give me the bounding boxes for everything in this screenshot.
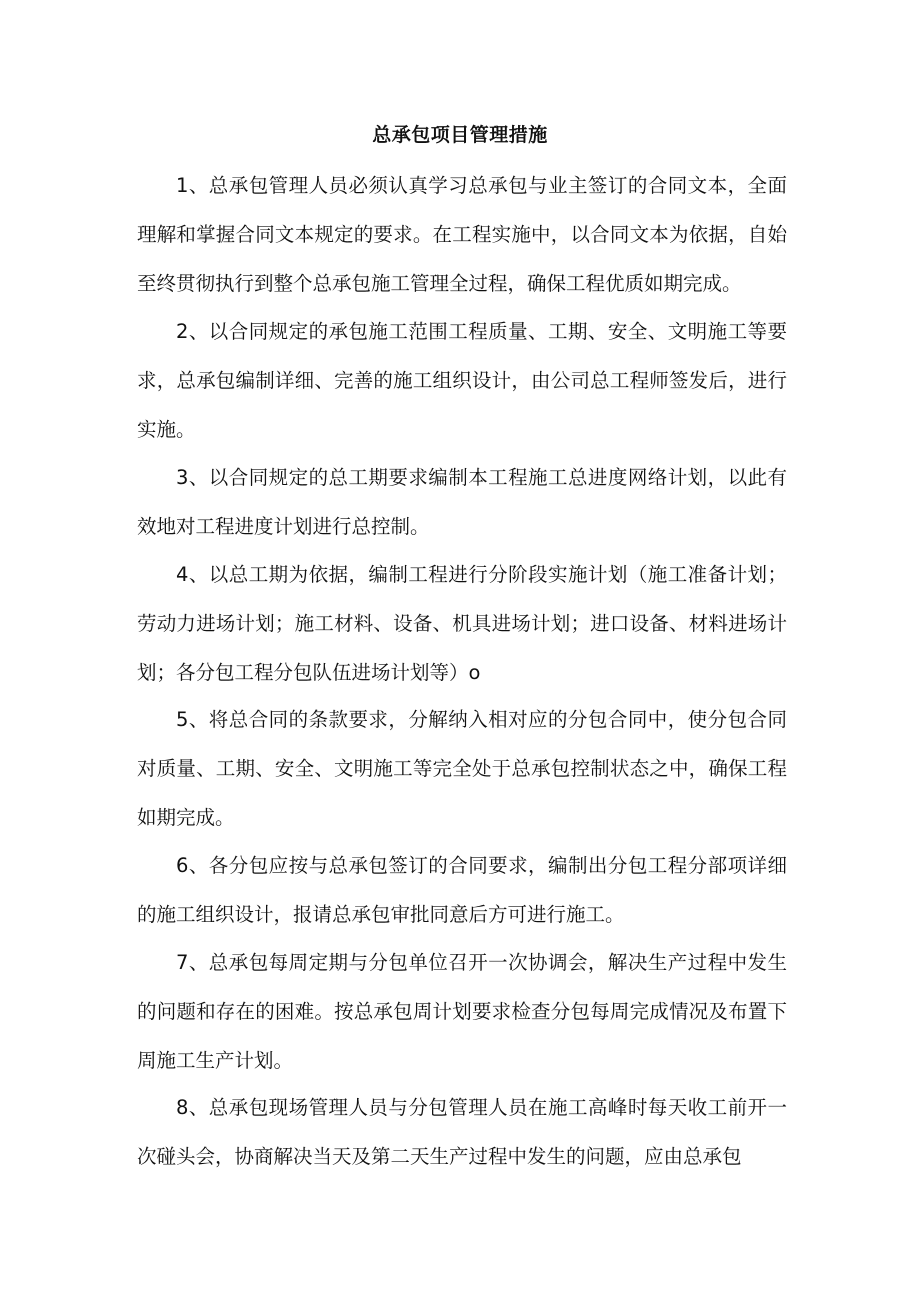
document-title: 总承包项目管理措施 [372,124,548,146]
paragraph-8: 8、总承包现场管理人员与分包管理人员在施工高峰时每天收工前开一次碰头会，协商解决当天及第二天生产过程中发生的问题，应由总承包 [137,1096,787,1168]
paragraph-7: 7、总承包每周定期与分包单位召开一次协调会，解决生产过程中发生的问题和存在的困难。按总承包周计划要求检查分包每周完成情况及布置下周施工生产计划。 [137,951,787,1072]
paragraph-5: 5、将总合同的条款要求，分解纳入相对应的分包合同中，使分包合同对质量、工期、安全、文明施工等完全处于总承包控制状态之中，确保工程如期完成。 [137,708,787,829]
paragraph-4: 4、以总工期为依据，编制工程进行分阶段实施计划（施工准备计划；劳动力进场计划；施工材料、设备、机具进场计划；进口设备、材料进场计划；各分包工程分包队伍进场计划等）o [137,563,787,684]
paragraph-3: 3、以合同规定的总工期要求编制本工程施工总进度网络计划，以此有效地对工程进度计划进行总控制。 [137,466,787,538]
paragraph-1: 1、总承包管理人员必须认真学习总承包与业主签订的合同文本，全面理解和掌握合同文本规定的要求。在工程实施中，以合同文本为依据，自始至终贯彻执行到整个总承包施工管理全过程，确保工程优质如期完成。 [137,174,787,295]
paragraph-6: 6、各分包应按与总承包签订的合同要求，编制出分包工程分部项详细的施工组织设计，报请总承包审批同意后方可进行施工。 [137,854,787,926]
paragraph-2: 2、以合同规定的承包施工范围工程质量、工期、安全、文明施工等要求，总承包编制详细、完善的施工组织设计，由公司总工程师签发后，进行实施。 [137,320,787,441]
